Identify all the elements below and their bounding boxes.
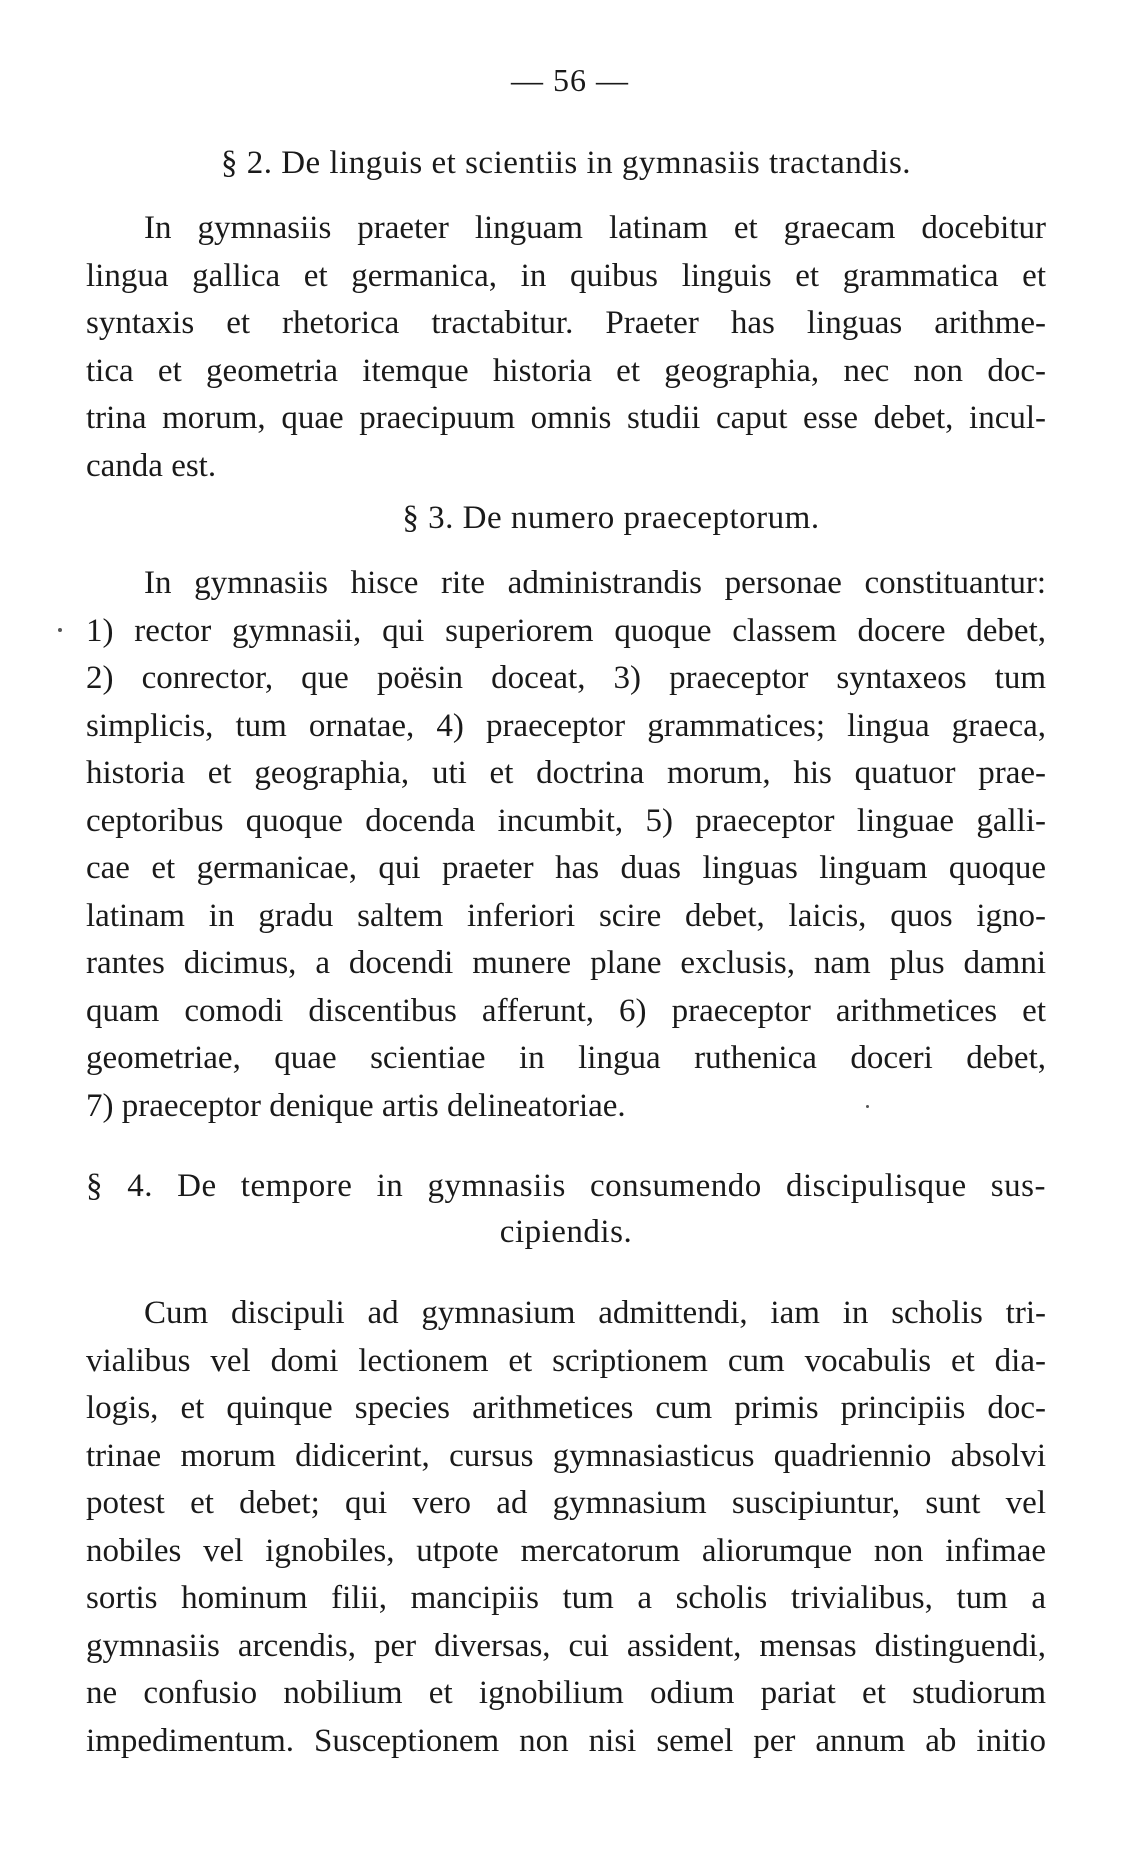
paragraph-line: 1) rector gymnasii, qui superiorem quoque classem docere debet, <box>86 612 1046 649</box>
paragraph-line: potest et debet; qui vero ad gymnasium suscipiuntur, sunt vel <box>86 1485 1046 1521</box>
paragraph-line: geometriae, quae scientiae in lingua ruthenica doceri debet, <box>86 1040 1046 1076</box>
paragraph-line: In gymnasiis hisce rite administrandis personae constituantur: <box>144 565 1046 601</box>
print-speck <box>866 1105 869 1108</box>
section-4-paragraph <box>86 1290 1046 1765</box>
paragraph-line: historia et geographia, uti et doctrina morum, his quatuor prae- <box>86 755 1046 791</box>
paragraph-line: canda est. <box>86 447 217 484</box>
paragraph-line: 7) praeceptor denique artis delineatoriae. <box>86 1087 626 1124</box>
section-heading-line: § 3. De numero praeceptorum. <box>402 500 820 536</box>
section-2-paragraph <box>86 205 1046 490</box>
paragraph-line: sortis hominum filii, mancipiis tum a scholis trivialibus, tum a <box>86 1580 1046 1616</box>
paragraph-line: syntaxis et rhetorica tractabitur. Praeter has linguas arithme- <box>86 305 1046 341</box>
paragraph-line: lingua gallica et germanica, in quibus linguis et grammatica et <box>86 257 1046 294</box>
paragraph-line: 2) conrector, que poësin doceat, 3) praeceptor syntaxeos tum <box>86 660 1046 696</box>
paragraph-line: logis, et quinque species arithmetices cum primis principiis doc- <box>86 1390 1046 1426</box>
section-3-paragraph <box>86 560 1046 1130</box>
paragraph-line: impedimentum. Susceptionem non nisi semel per annum ab initio <box>86 1722 1046 1759</box>
section-heading-line: cipiendis. <box>499 1214 633 1250</box>
section-heading-line: § 4. De tempore in gymnasiis consumendo discipulisque sus- <box>86 1168 1046 1204</box>
section-heading-line: § 2. De linguis et scientiis in gymnasiis tractandis. <box>220 145 912 181</box>
print-speck <box>58 628 62 632</box>
paragraph-line: latinam in gradu saltem inferiori scire debet, laicis, quos igno- <box>86 897 1046 934</box>
section-2-heading <box>86 140 1046 186</box>
paragraph-line: ceptoribus quoque docenda incumbit, 5) praeceptor linguae galli- <box>86 802 1046 839</box>
paragraph-line: tica et geometria itemque historia et geographia, nec non doc- <box>86 352 1046 389</box>
paragraph-line: vialibus vel domi lectionem et scriptionem cum vocabulis et dia- <box>86 1342 1046 1379</box>
paragraph-line: In gymnasiis praeter linguam latinam et graecam docebitur <box>144 210 1046 246</box>
paragraph-line: trinae morum didicerint, cursus gymnasiasticus quadriennio absolvi <box>86 1437 1046 1474</box>
paragraph-line: ne confusio nobilium et ignobilium odium pariat et studiorum <box>86 1675 1046 1711</box>
paragraph-line: simplicis, tum ornatae, 4) praeceptor grammatices; lingua graeca, <box>86 707 1046 744</box>
paragraph-line: Cum discipuli ad gymnasium admittendi, iam in scholis tri- <box>144 1295 1046 1331</box>
section-3-heading <box>86 495 1046 541</box>
section-4-heading <box>86 1163 1046 1255</box>
paragraph-line: gymnasiis arcendis, per diversas, cui assident, mensas distinguendi, <box>86 1627 1046 1664</box>
paragraph-line: trina morum, quae praecipuum omnis studii caput esse debet, incul- <box>86 400 1046 436</box>
paragraph-line: quam comodi discentibus afferunt, 6) praeceptor arithmetices et <box>86 992 1046 1029</box>
page-number: — 56 — <box>511 62 629 98</box>
paragraph-line: nobiles vel ignobiles, utpote mercatorum aliorumque non infimae <box>86 1532 1046 1569</box>
paragraph-line: cae et germanicae, qui praeter has duas linguas linguam quoque <box>86 850 1046 886</box>
paragraph-line: rantes dicimus, a docendi munere plane exclusis, nam plus damni <box>86 945 1046 981</box>
